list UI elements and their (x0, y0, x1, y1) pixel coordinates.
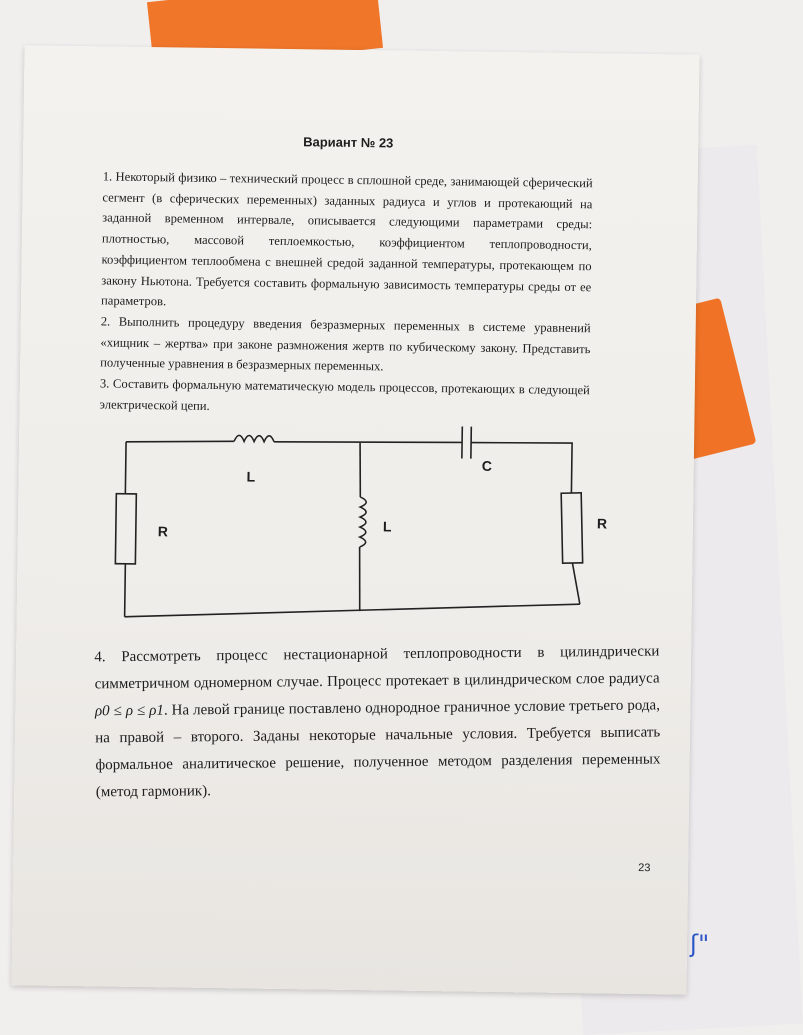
right-resistor (561, 493, 582, 563)
page-number: 23 (638, 862, 650, 874)
task-3-text: 3. Составить формальную математическую модель процессов, протекающих в следующей электрической цепи. (99, 373, 590, 421)
task-4-part-2: . На левой границе поставлено однородное граничное условие третьего рода, на правой – второго. Заданы некоторые начальные условия. Требуется выписать формальное аналитическое решение, полученное методом разделения переменных (метод гармоник). (95, 697, 660, 800)
wire-top-middle (274, 440, 462, 445)
rho-range-formula: ρ0 ≤ ρ ≤ ρ1 (95, 703, 164, 720)
wire-middle-bottom (359, 547, 361, 611)
wire-middle-top (359, 443, 361, 497)
left-resistor-label: R (158, 523, 168, 539)
series-inductor-label: L (246, 468, 255, 484)
capacitor-label: C (482, 458, 492, 474)
right-resistor-label: R (597, 515, 607, 531)
wire-bottom (125, 598, 580, 623)
wire-top-left (126, 440, 234, 444)
page-content (99, 131, 593, 421)
wire-left-top (125, 442, 126, 494)
electric-circuit-diagram (111, 432, 594, 639)
pen-scribble: ʃ" (690, 930, 750, 1000)
paper-page (11, 45, 699, 994)
variant-title: Вариант № 23 (103, 131, 593, 153)
task-4-part-1: 4. Рассмотреть процесс нестационарной теплопроводности в цилиндрически симметричном одномерном случае. Процесс протекает в цилиндрическом слое радиуса (94, 643, 659, 692)
shunt-inductor-coil (360, 497, 367, 547)
shunt-inductor-label: L (383, 518, 392, 534)
wire-left-bottom (125, 564, 126, 617)
series-inductor-coil (234, 435, 274, 442)
task-4-text (94, 638, 661, 806)
task-2-text: 2. Выполнить процедуру введения безразмерных переменных в системе уравнений «хищник – жертва» при законе размножения жертв по кубическому закону. Представить полученные уравнения в безразмерных переменных. (100, 311, 591, 380)
left-resistor (115, 494, 136, 564)
wire-right-bottom (572, 563, 581, 604)
task-1-text: 1. Некоторый физико – технический процесс в сплошной среде, занимающей сферический сегмент (в сферических переменных) заданных радиуса и углов и протекающий на заданной временном интервале, описывается следующими параметрами среды: плотностью, массовой теплоемкостью, коэффициентом теплопроводности, коэффициентом теплообмена с внешней средой заданной температуры, протекающем по закону Ньютона. Требуется составить формальную зависимость температуры среды от ее параметров. (101, 166, 593, 318)
